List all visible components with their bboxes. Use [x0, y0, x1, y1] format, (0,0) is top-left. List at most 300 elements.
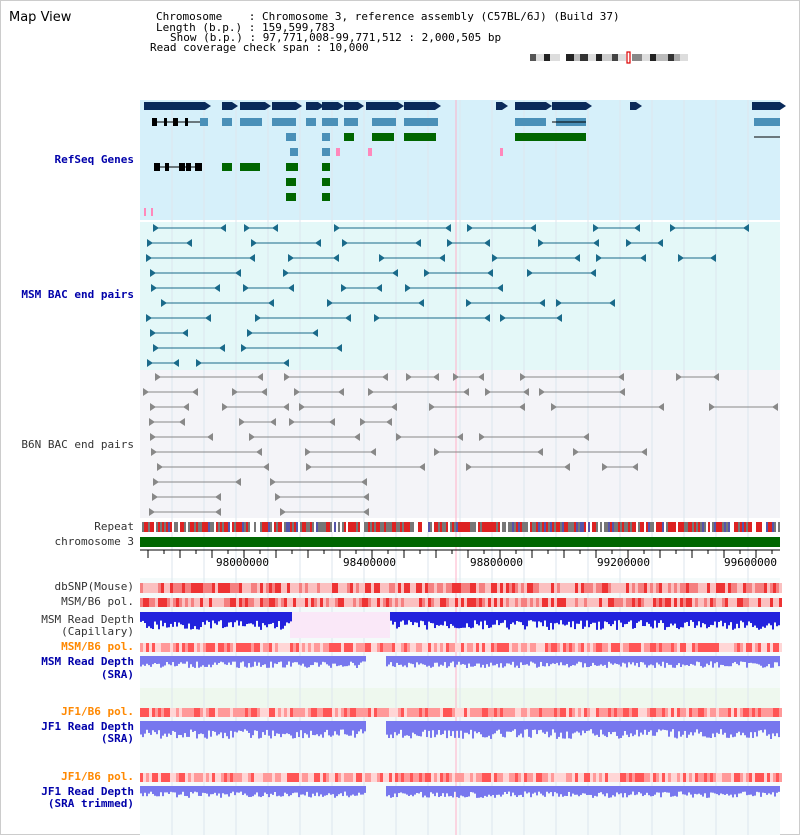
jf1-pol-strip — [377, 708, 380, 717]
jf1-pol-trim-strip — [470, 773, 473, 782]
msm-pol-sra-strip — [605, 643, 608, 652]
msm-pol-strip — [206, 598, 209, 607]
msm-depth-sra-bar — [436, 656, 438, 663]
jf1-depth-bar — [616, 721, 618, 736]
msm-depth-sra-bar — [266, 656, 268, 668]
jf1-depth-bar — [342, 721, 344, 730]
jf1-pol-trim-strip — [440, 773, 443, 782]
msm-depth-cap-bar — [732, 612, 734, 630]
msm-depth-cap-bar — [470, 612, 472, 628]
msm-depth-sra-bar — [190, 656, 192, 664]
msm-depth-cap-bar — [542, 612, 544, 626]
msm-pol-sra-strip — [458, 643, 461, 652]
jf1-pol-strip — [176, 708, 179, 717]
jf1-pol-trim-strip — [290, 773, 293, 782]
dbsnp-strip — [380, 583, 383, 593]
msm-depth-cap-bar — [630, 612, 632, 620]
dbsnp-strip — [488, 583, 491, 593]
msm-pol-sra-strip — [329, 643, 332, 652]
dbsnp-strip — [560, 583, 563, 593]
dbsnp-strip — [674, 583, 677, 593]
jf1-pol-strip — [659, 708, 662, 717]
repeat-segment — [290, 522, 292, 532]
dbsnp-strip — [548, 583, 551, 593]
msm-depth-cap-bar — [458, 612, 460, 628]
dbsnp-strip — [605, 583, 608, 593]
jf1-depth-bar — [240, 721, 242, 731]
jf1-trim-bar — [332, 786, 334, 794]
repeat-segment — [244, 522, 246, 532]
msm-pol-sra-strip — [767, 643, 770, 652]
refseq-track-label[interactable]: RefSeq Genes — [54, 153, 134, 166]
repeat-segment — [650, 522, 652, 532]
jf1-pol-strip — [584, 708, 587, 717]
msm-depth-sra-bar — [644, 656, 646, 665]
dbsnp-strip — [383, 583, 386, 593]
jf1-pol-strip — [770, 708, 773, 717]
jf1-depth-bar — [580, 721, 582, 735]
repeat-segment — [676, 522, 678, 532]
jf1-trim-bar — [458, 786, 460, 798]
jf1-depth-bar — [410, 721, 412, 738]
msm-pol-strip — [155, 598, 158, 607]
dbsnp-strip — [728, 583, 731, 593]
axis-tick-label: 98000000 — [216, 556, 269, 569]
msm-depth-sra-bar — [760, 656, 762, 666]
msm-pol-sra-strip — [194, 643, 197, 652]
jf1-depth-bar — [398, 721, 400, 734]
msm-pol-sra-strip — [599, 643, 602, 652]
jf1-trim-bar — [574, 786, 576, 795]
jf1-pol-trim-strip — [479, 773, 482, 782]
msm-pol-strip — [161, 598, 164, 607]
msm-pol-sra-strip — [476, 643, 479, 652]
jf1-depth-bar — [720, 721, 722, 729]
jf1-pol-trim-strip — [356, 773, 359, 782]
msm-pol-sra-strip — [335, 643, 338, 652]
msm-bac-track-label[interactable]: MSM BAC end pairs — [21, 288, 134, 301]
msm-pol-strip — [233, 598, 236, 607]
msm-pol-sra-strip — [365, 643, 368, 652]
msm-pol-sra-strip — [278, 643, 281, 652]
jf1-trim-bar — [636, 786, 638, 795]
jf1-trim-bar — [722, 786, 724, 794]
repeat-segment — [324, 522, 326, 532]
msm-depth-cap-bar — [552, 612, 554, 629]
jf1-depth-bar — [670, 721, 672, 732]
jf1-depth-bar — [226, 721, 228, 736]
jf1-trim-bar — [770, 786, 772, 794]
repeat-segment — [596, 522, 598, 532]
msm-pol-strip — [374, 598, 377, 607]
msm-depth-cap-bar — [452, 612, 454, 626]
jf1-trim-bar — [236, 786, 238, 792]
msm-depth-sra-bar — [664, 656, 666, 668]
msm-depth-sra-bar — [602, 656, 604, 666]
jf1-pol-trim-strip — [647, 773, 650, 782]
repeat-segment — [758, 522, 760, 532]
dbsnp-strip — [704, 583, 707, 593]
msm-pol-strip — [533, 598, 536, 607]
jf1-trim-bar — [416, 786, 418, 793]
msm-depth-sra-bar — [776, 656, 778, 662]
jf1-pol-strip — [407, 708, 410, 717]
dbsnp-strip — [698, 583, 701, 593]
repeat-segment — [306, 522, 308, 532]
jf1-trim-bar — [724, 786, 726, 795]
jf1-depth-bar — [626, 721, 628, 735]
jf1-depth-bar — [606, 721, 608, 737]
msm-depth-cap-bar — [606, 612, 608, 622]
msm-depth-cap-bar — [600, 612, 602, 630]
repeat-segment — [276, 522, 278, 532]
msm-depth-sra-bar — [682, 656, 684, 665]
jf1-depth-bar — [206, 721, 208, 739]
msm-pol-sra-strip — [623, 643, 626, 652]
jf1-trim-bar — [452, 786, 454, 797]
dbsnp-strip — [317, 583, 320, 593]
msm-pol-sra-strip — [158, 643, 161, 652]
msm-depth-cap-bar — [430, 612, 432, 623]
dbsnp-strip — [326, 583, 329, 593]
msm-depth-sra-bar — [690, 656, 692, 664]
jf1-trim-bar — [156, 786, 158, 796]
jf1-trim-bar — [606, 786, 608, 793]
msm-pol-strip — [188, 598, 191, 607]
jf1-depth-bar — [430, 721, 432, 738]
msm-pol-sra-strip — [587, 643, 590, 652]
jf1-trim-bar — [394, 786, 396, 794]
msm-depth-sra-bar — [358, 656, 360, 665]
msm-pol-sra-strip — [719, 643, 722, 652]
msm-pol-strip — [494, 598, 497, 607]
msm-depth-cap-bar — [222, 612, 224, 628]
msm-depth-sra-bar — [148, 656, 150, 665]
msm-depth-sra-bar — [442, 656, 444, 666]
jf1-trim-bar — [576, 786, 578, 795]
jf1-depth-bar — [506, 721, 508, 732]
repeat-segment — [168, 522, 170, 532]
jf1-trim-bar — [176, 786, 178, 797]
jf1-trim-label-1: JF1 Read Depth — [41, 785, 134, 798]
repeat-segment — [524, 522, 526, 532]
msm-depth-cap-bar — [726, 612, 728, 629]
jf1-pol-trim-strip — [206, 773, 209, 782]
msm-depth-gap — [290, 612, 390, 638]
repeat-segment — [392, 522, 394, 532]
msm-depth-sra-bar — [482, 656, 484, 665]
msm-depth-cap-bar — [286, 612, 288, 622]
jf1-pol-strip — [752, 708, 755, 717]
msm-depth-cap-bar — [196, 612, 198, 629]
refseq-gene-block — [754, 118, 780, 126]
dbsnp-strip — [458, 583, 461, 593]
b6n-bac-track-label[interactable]: B6N BAC end pairs — [21, 438, 134, 451]
repeat-segment — [308, 522, 310, 532]
jf1-pol-strip — [446, 708, 449, 717]
jf1-pol-trim-strip — [149, 773, 152, 782]
msm-pol-sra-strip — [620, 643, 623, 652]
msm-pol-strip — [698, 598, 701, 607]
msm-pol-sra-strip — [665, 643, 668, 652]
jf1-depth-bar — [678, 721, 680, 731]
jf1-trim-bar — [200, 786, 202, 796]
msm-depth-cap-bar — [472, 612, 474, 628]
jf1-depth-bar — [208, 721, 210, 731]
msm-depth-cap-bar — [490, 612, 492, 627]
msm-depth-cap-bar — [474, 612, 476, 620]
jf1-pol-strip — [326, 708, 329, 717]
jf1-depth-bar — [334, 721, 336, 731]
repeat-segment — [740, 522, 742, 532]
jf1-pol-strip — [503, 708, 506, 717]
jf1-pol-strip — [236, 708, 239, 717]
jf1-trim-bar — [468, 786, 470, 796]
jf1-pol-trim-strip — [176, 773, 179, 782]
msm-depth-cap-bar — [210, 612, 212, 628]
msm-pol-sra-strip — [206, 643, 209, 652]
jf1-trim-bar — [506, 786, 508, 794]
msm-depth-cap-bar — [272, 612, 274, 623]
msm-depth-sra-bar — [456, 656, 458, 665]
jf1-trim-bar — [714, 786, 716, 793]
jf1-depth-bar — [224, 721, 226, 733]
repeat-segment — [180, 522, 182, 532]
jf1-depth-bar — [464, 721, 466, 733]
repeat-segment — [648, 522, 650, 532]
repeat-segment — [760, 522, 762, 532]
msm-depth-cap-bar — [624, 612, 626, 624]
msm-depth-sra-bar — [770, 656, 772, 668]
repeat-segment — [424, 522, 426, 532]
jf1-trim-bar — [234, 786, 236, 795]
msm-depth-sra-bar — [538, 656, 540, 667]
jf1-pol-trim-strip — [461, 773, 464, 782]
msm-depth-sra-bar — [546, 656, 548, 663]
jf1-trim-bar — [292, 786, 294, 793]
msm-pol-strip — [383, 598, 386, 607]
msm-depth-cap-bar — [540, 612, 542, 622]
repeat-segment — [746, 522, 748, 532]
jf1-trim-bar — [202, 786, 204, 793]
msm-depth-cap-label-2: (Capillary) — [61, 625, 134, 638]
jf1-depth-bar — [266, 721, 268, 730]
msm-depth-sra-bar — [336, 656, 338, 666]
jf1-trim-bar — [570, 786, 572, 796]
jf1-trim-bar — [186, 786, 188, 796]
jf1-pol-strip — [296, 708, 299, 717]
msm-pol-sra-strip — [593, 643, 596, 652]
dbsnp-strip — [482, 583, 485, 593]
msm-pol-sra-strip — [389, 643, 392, 652]
dbsnp-strip — [146, 583, 149, 593]
jf1-trim-bar — [174, 786, 176, 792]
msm-depth-sra-bar — [178, 656, 180, 664]
jf1-pol-strip — [662, 708, 665, 717]
msm-depth-sra-bar — [328, 656, 330, 666]
jf1-trim-bar — [512, 786, 514, 793]
msm-pol-sra-strip — [740, 643, 743, 652]
msm-pol-strip — [635, 598, 638, 607]
jf1-depth-bar — [270, 721, 272, 738]
jf1-trim-bar — [778, 786, 780, 792]
msm-depth-cap-bar — [676, 612, 678, 628]
jf1-trim-bar — [696, 786, 698, 794]
repeat-segment — [764, 522, 766, 532]
jf1-trim-bar — [482, 786, 484, 798]
msm-depth-sra-bar — [566, 656, 568, 664]
msm-depth-sra-bar — [302, 656, 304, 664]
dbsnp-strip — [524, 583, 527, 593]
msm-pol-sra-strip — [185, 643, 188, 652]
msm-depth-sra-bar — [450, 656, 452, 663]
repeat-segment — [414, 522, 416, 532]
jf1-trim-bar — [184, 786, 186, 796]
jf1-pol-trim-strip — [377, 773, 380, 782]
msm-depth-sra-bar — [762, 656, 764, 668]
msm-pol-sra-strip — [578, 643, 581, 652]
msm-depth-cap-bar — [742, 612, 744, 622]
msm-depth-cap-bar — [702, 612, 704, 623]
msm-pol-sra-strip — [431, 643, 434, 652]
dbsnp-strip — [641, 583, 644, 593]
jf1-pol-strip — [182, 708, 185, 717]
jf1-depth-bar — [356, 721, 358, 734]
jf1-pol-trim-strip — [212, 773, 215, 782]
msm-pol-strip — [410, 598, 413, 607]
msm-pol-strip — [707, 598, 710, 607]
repeat-segment — [382, 522, 384, 532]
jf1-trim-bar — [188, 786, 190, 798]
dbsnp-strip — [179, 583, 182, 593]
jf1-trim-bar — [220, 786, 222, 798]
msm-depth-sra-bar — [496, 656, 498, 664]
msm-depth-cap-bar — [610, 612, 612, 626]
msm-pol-strip — [767, 598, 770, 607]
msm-pol-strip — [191, 598, 194, 607]
jf1-depth-bar — [390, 721, 392, 735]
msm-pol-strip — [737, 598, 740, 607]
jf1-trim-bar — [698, 786, 700, 794]
msm-pol-strip — [713, 598, 716, 607]
msm-pol-strip — [347, 598, 350, 607]
jf1-depth-bar — [216, 721, 218, 736]
msm-pol-sra-strip — [407, 643, 410, 652]
jf1-pol-strip — [740, 708, 743, 717]
jf1-pol-trim-strip — [404, 773, 407, 782]
jf1-trim-bar — [206, 786, 208, 794]
msm-depth-sra-bar — [476, 656, 478, 664]
dbsnp-strip — [140, 583, 143, 593]
msm-depth-sra-bar — [162, 656, 164, 667]
dbsnp-strip — [218, 583, 221, 593]
msm-pol-strip — [251, 598, 254, 607]
jf1-depth-bar — [746, 721, 748, 738]
jf1-depth-bar — [764, 721, 766, 730]
repeat-segment — [640, 522, 642, 532]
jf1-pol-strip — [773, 708, 776, 717]
jf1-pol-trim-strip — [500, 773, 503, 782]
msm-pol-sra-strip — [218, 643, 221, 652]
repeat-segment — [352, 522, 354, 532]
msm-pol-strip — [209, 598, 212, 607]
dbsnp-strip — [470, 583, 473, 593]
msm-pol-strip — [509, 598, 512, 607]
jf1-pol-strip — [680, 708, 683, 717]
msm-depth-sra-bar — [276, 656, 278, 664]
msm-depth-sra-bar — [208, 656, 210, 665]
dbsnp-strip — [158, 583, 161, 593]
msm-pol-strip — [212, 598, 215, 607]
msm-depth-cap-bar — [168, 612, 170, 627]
msm-pol-sra-strip — [722, 643, 725, 652]
msm-pol-sra-strip — [254, 643, 257, 652]
jf1-trim-bar — [738, 786, 740, 794]
jf1-trim-bar — [250, 786, 252, 797]
msm-depth-sra-bar — [744, 656, 746, 662]
msm-pol-strip — [332, 598, 335, 607]
dbsnp-strip — [716, 583, 719, 593]
jf1-depth-bar — [490, 721, 492, 739]
msm-pol-sra-strip — [386, 643, 389, 652]
msm-pol-strip — [263, 598, 266, 607]
repeat-segment — [298, 522, 300, 532]
msm-depth-cap-bar — [182, 612, 184, 625]
refseq-gene-exon — [185, 118, 188, 126]
jf1-depth-bar — [140, 721, 142, 734]
msm-pol-strip — [428, 598, 431, 607]
msm-depth-sra-bar — [528, 656, 530, 666]
jf1-pol-trim-strip — [485, 773, 488, 782]
jf1-pol-trim-strip — [749, 773, 752, 782]
msm-pol-sra-strip — [512, 643, 515, 652]
msm-depth-sra-bar — [494, 656, 496, 665]
msm-depth-sra-bar — [440, 656, 442, 665]
msm-pol-strip — [323, 598, 326, 607]
jf1-depth-bar — [762, 721, 764, 733]
msm-pol-strip — [461, 598, 464, 607]
repeat-segment — [210, 522, 212, 532]
msm-pol-strip — [278, 598, 281, 607]
jf1-pol-trim-strip — [728, 773, 731, 782]
msm-depth-sra-bar — [414, 656, 416, 667]
jf1-depth-bar — [476, 721, 478, 733]
msm-pol-strip — [572, 598, 575, 607]
dbsnp-strip — [755, 583, 758, 593]
jf1-trim-bar — [740, 786, 742, 793]
msm-depth-sra-bar — [444, 656, 446, 662]
jf1-pol-strip — [569, 708, 572, 717]
msm-depth-sra-bar — [252, 656, 254, 667]
msm-depth-cap-bar — [396, 612, 398, 629]
repeat-segment — [558, 522, 560, 532]
msm-depth-cap-bar — [238, 612, 240, 626]
msm-pol-sra-strip — [488, 643, 491, 652]
msm-depth-sra-bar — [400, 656, 402, 665]
repeat-segment — [580, 522, 582, 532]
msm-depth-sra-bar — [312, 656, 314, 665]
jf1-trim-bar — [592, 786, 594, 798]
dbsnp-strip — [365, 583, 368, 593]
jf1-depth-bar — [438, 721, 440, 730]
msm-pol-strip — [647, 598, 650, 607]
jf1-pol-strip — [386, 708, 389, 717]
msm-depth-cap-bar — [270, 612, 272, 624]
msm-depth-sra-bar — [222, 656, 224, 662]
msm-depth-sra-bar — [598, 656, 600, 666]
dbsnp-strip — [713, 583, 716, 593]
dbsnp-strip — [464, 583, 467, 593]
